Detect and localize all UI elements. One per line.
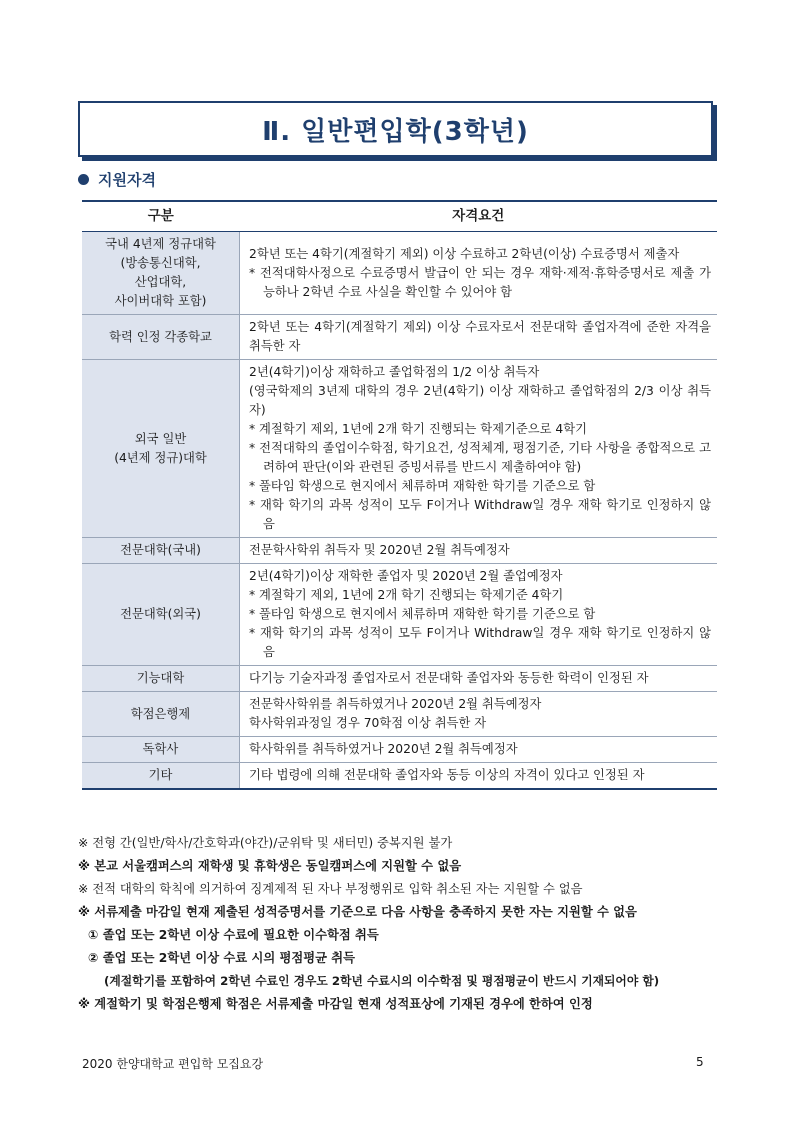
category-line: (방송통신대학, <box>120 256 201 270</box>
row-category <box>82 538 240 564</box>
row-requirements <box>240 564 718 666</box>
category-line: (4년제 정규)대학 <box>114 450 207 465</box>
row-requirements <box>240 763 718 790</box>
requirement-star-note: * 계절학기 제외, 1년에 2개 학기 진행되는 학제기준 4학기 <box>249 588 564 602</box>
category-line: 전문대학(국내) <box>120 543 201 557</box>
row-category <box>82 564 240 666</box>
note-parenthetical: (계절학기를 포함하여 2학년 수료인 경우도 2학년 수료시의 이수학점 및 평점평균이 반드시 기재되어야 함) <box>104 974 660 988</box>
row-category <box>82 737 240 763</box>
row-category <box>82 666 240 692</box>
table-row <box>82 315 717 360</box>
header-category: 구분 <box>82 201 240 232</box>
note-item: ※ 전적 대학의 학칙에 의거하여 징계제적 된 자나 부정행위로 입학 취소된 자는 지원할 수 없음 <box>78 882 583 896</box>
category-line: 사이버대학 포함) <box>114 294 207 308</box>
requirement-star-note: * 전적대학의 졸업이수학점, 학기요건, 성적체계, 평점기준, 기타 사항을 종합적으로 고려하여 판단(이와 관련된 증빙서류를 반드시 제출하여야 함) <box>249 441 711 474</box>
note-item: ※ 본교 서울캠퍼스의 재학생 및 휴학생은 동일캠퍼스에 지원할 수 없음 <box>78 859 462 873</box>
table-row <box>82 666 717 692</box>
category-line: 국내 4년제 정규대학 <box>105 237 216 251</box>
requirement-line: 학사학위과정일 경우 70학점 이상 취득한 자 <box>249 716 487 730</box>
row-requirements <box>240 666 718 692</box>
requirement-star-note: * 재학 학기의 과목 성적이 모두 F이거나 Withdraw일 경우 재학 학기로 인정하지 않음 <box>249 626 711 659</box>
row-category <box>82 763 240 790</box>
category-line: 학력 인정 각종학교 <box>109 329 212 344</box>
row-requirements <box>240 538 718 564</box>
table-row <box>82 763 717 790</box>
requirement-line: 2학년 또는 4학기(계절학기 제외) 이상 수료하고 2학년(이상) 수료증명서 제출자 <box>249 246 680 261</box>
footer-publication: 2020 한양대학교 편입학 모집요강 <box>82 1057 264 1071</box>
row-requirements <box>240 360 718 538</box>
page-title: Ⅱ. 일반편입학(3학년) <box>78 101 713 157</box>
header-requirements: 자격요건 <box>240 201 718 232</box>
requirement-line: 전문학사학위를 취득하였거나 2020년 2월 취득예정자 <box>249 697 542 711</box>
note-item: ※ 계절학기 및 학점은행제 학점은 서류제출 마감일 현재 성적표상에 기재된 경우에 한하여 인정 <box>78 997 593 1011</box>
category-line: 기능대학 <box>136 671 185 685</box>
requirement-line: 2년(4학기)이상 재학한 졸업자 및 2020년 2월 졸업예정자 <box>249 569 563 583</box>
row-category <box>82 315 240 360</box>
section-title: 지원자격 <box>98 170 156 189</box>
notes-section <box>78 832 718 1016</box>
requirement-star-note: * 풀타임 학생으로 현지에서 체류하며 재학한 학기를 기준으로 함 <box>249 479 596 493</box>
table-row <box>82 737 717 763</box>
note-item: ※ 전형 간(일반/학사/간호학과(야간)/군위탁 및 새터민) 중복지원 불가 <box>78 836 453 850</box>
requirement-line: (영국학제의 3년제 대학의 경우 2년(4학기) 이상 재학하고 졸업학점의 2/3 이상 취득자) <box>249 384 711 417</box>
row-requirements <box>240 737 718 763</box>
requirement-line: 학사학위를 취득하였거나 2020년 2월 취득예정자 <box>249 742 518 756</box>
category-line: 전문대학(외국) <box>120 607 201 621</box>
eligibility-table <box>82 200 717 790</box>
requirement-line: 기타 법령에 의해 전문대학 졸업자와 동등 이상의 자격이 있다고 인정된 자 <box>249 768 645 782</box>
table-row <box>82 692 717 737</box>
requirement-star-note: * 풀타임 학생으로 현지에서 체류하며 재학한 학기를 기준으로 함 <box>249 607 596 621</box>
table-row <box>82 538 717 564</box>
category-line: 학점은행제 <box>130 706 191 721</box>
note-item: ※ 서류제출 마감일 현재 제출된 성적증명서를 기준으로 다음 사항을 충족하지 못한 자는 지원할 수 없음 <box>78 905 637 919</box>
category-line: 독학사 <box>142 742 179 756</box>
table-row <box>82 232 717 315</box>
row-requirements <box>240 692 718 737</box>
requirement-line: 전문학사학위 취득자 및 2020년 2월 취득예정자 <box>249 543 510 557</box>
table-header-row <box>82 201 717 232</box>
page-number: 5 <box>696 1055 704 1069</box>
requirement-line: 2년(4학기)이상 재학하고 졸업학점의 1/2 이상 취득자 <box>249 365 540 379</box>
table-row <box>82 564 717 666</box>
row-category <box>82 360 240 538</box>
row-requirements <box>240 232 718 315</box>
category-line: 외국 일반 <box>134 431 187 446</box>
requirement-star-note: * 재학 학기의 과목 성적이 모두 F이거나 Withdraw일 경우 재학 학기로 인정하지 않음 <box>249 498 711 531</box>
row-category <box>82 232 240 315</box>
row-requirements <box>240 315 718 360</box>
note-subitem: ① 졸업 또는 2학년 이상 수료에 필요한 이수학점 취득 <box>88 928 379 942</box>
requirement-line: 다기능 기술자과정 졸업자로서 전문대학 졸업자와 동등한 학력이 인정된 자 <box>249 671 649 685</box>
requirement-line: 2학년 또는 4학기(계절학기 제외) 이상 수료자로서 전문대학 졸업자격에 준한 자격을 취득한 자 <box>249 320 711 353</box>
table-row <box>82 360 717 538</box>
category-line: 기타 <box>148 768 173 782</box>
category-line: 산업대학, <box>134 275 187 289</box>
note-subitem: ② 졸업 또는 2학년 이상 수료 시의 평점평균 취득 <box>88 951 356 965</box>
requirement-star-note: * 계절학기 제외, 1년에 2개 학기 진행되는 학제기준으로 4학기 <box>249 422 588 436</box>
section-heading <box>78 168 156 190</box>
bullet-icon <box>78 174 89 185</box>
requirement-star-note: * 전적대학사정으로 수료증명서 발급이 안 되는 경우 재학·제적·휴학증명서로 제출 가능하나 2학년 수료 사실을 확인할 수 있어야 함 <box>249 265 711 299</box>
row-category <box>82 692 240 737</box>
